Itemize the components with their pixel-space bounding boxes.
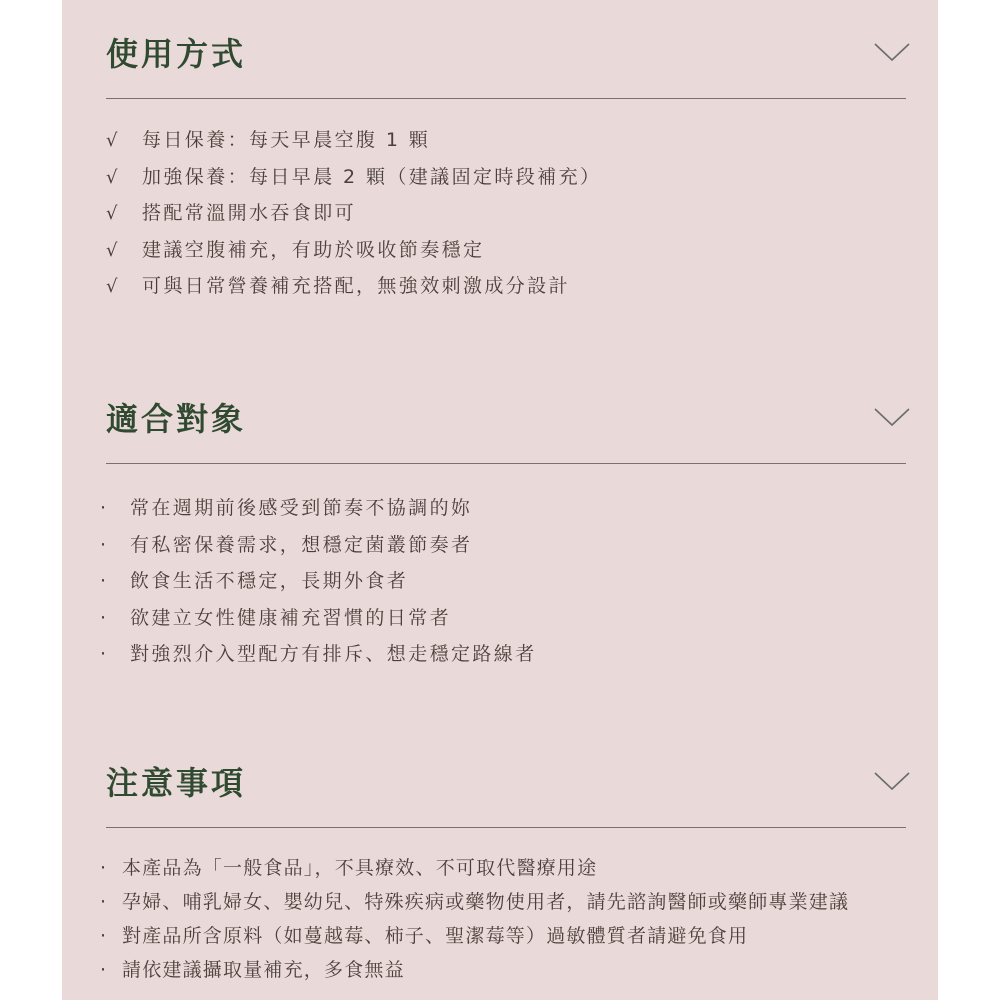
section-target <box>100 365 906 665</box>
bullet-dot: · <box>100 959 108 981</box>
list-item: √ 搭配常溫開水吞食即可 <box>106 195 601 232</box>
list-item: · 孕婦、哺乳婦女、嬰幼兒、特殊疾病或藥物使用者，請先諮詢醫師或藥師專業建議 <box>100 885 849 919</box>
bullet-dot: · <box>100 606 109 629</box>
section-header-notes[interactable] <box>106 729 906 829</box>
section-header-usage[interactable] <box>106 0 906 100</box>
list-item: · 飲食生活不穩定，長期外食者 <box>100 563 537 600</box>
check-icon: √ <box>106 276 120 297</box>
section-title: 注意事項 <box>106 764 247 802</box>
check-icon: √ <box>106 130 120 151</box>
chevron-down-icon[interactable] <box>872 40 912 64</box>
bullet-dot: · <box>100 570 109 592</box>
section-usage <box>106 0 906 297</box>
bullet-dot: · <box>100 533 109 556</box>
list-item: · 有私密保養需求，想穩定菌叢節奏者 <box>100 527 537 564</box>
list-item: · 常在週期前後感受到節奏不協調的妳 <box>100 490 537 527</box>
list-item: √ 加強保養：每日早晨 2 顆（建議固定時段補充） <box>106 159 601 196</box>
bullet-dot: · <box>100 891 108 913</box>
usage-list <box>106 122 601 305</box>
section-notes <box>100 729 906 981</box>
section-header-target[interactable] <box>106 365 906 465</box>
notes-list <box>100 851 849 987</box>
bullet-dot: · <box>100 925 108 947</box>
section-title: 使用方式 <box>106 35 247 73</box>
chevron-down-icon[interactable] <box>872 769 912 793</box>
bullet-dot: · <box>100 643 109 665</box>
bullet-dot: · <box>100 857 108 879</box>
section-divider <box>106 827 906 828</box>
section-title: 適合對象 <box>106 400 247 438</box>
list-item: · 本產品為「一般食品」，不具療效、不可取代醫療用途 <box>100 851 849 885</box>
check-icon: √ <box>106 166 120 188</box>
list-item: √ 可與日常營養補充搭配，無強效刺激成分設計 <box>106 268 601 305</box>
list-item: · 對強烈介入型配方有排斥、想走穩定路線者 <box>100 636 537 673</box>
list-item: · 欲建立女性健康補充習慣的日常者 <box>100 600 537 637</box>
list-item: √ 每日保養：每天早晨空腹 1 顆 <box>106 122 601 159</box>
check-icon: √ <box>106 239 120 261</box>
bullet-dot: · <box>100 497 109 519</box>
list-item: √ 建議空腹補充，有助於吸收節奏穩定 <box>106 232 601 269</box>
check-icon: √ <box>106 203 120 224</box>
list-item: · 對產品所含原料（如蔓越莓、柿子、聖潔莓等）過敏體質者請避免食用 <box>100 919 849 953</box>
section-divider <box>106 98 906 99</box>
chevron-down-icon[interactable] <box>872 405 912 429</box>
list-item: · 請依建議攝取量補充，多食無益 <box>100 953 849 987</box>
section-divider <box>106 463 906 464</box>
target-list <box>100 490 537 673</box>
